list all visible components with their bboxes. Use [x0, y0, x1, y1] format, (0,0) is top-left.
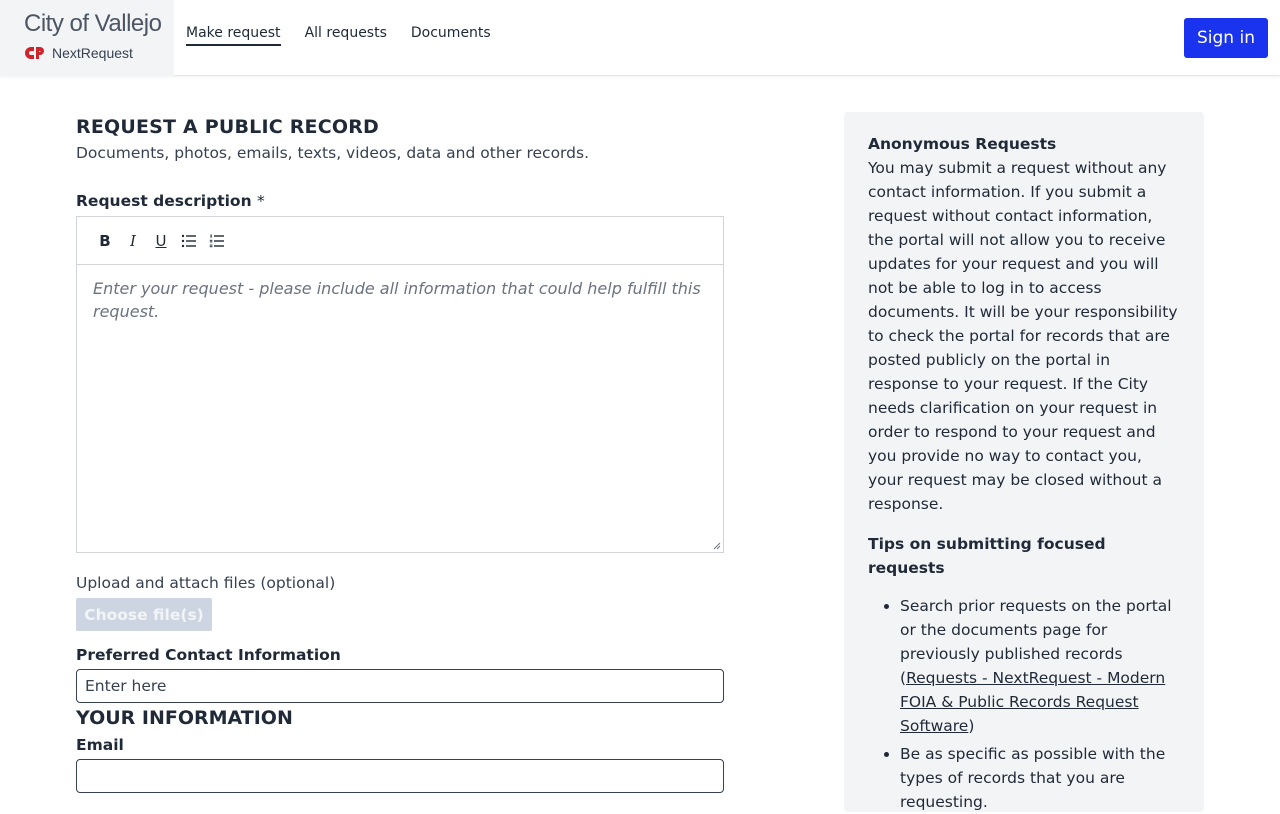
- numbered-list-icon: [209, 234, 225, 248]
- request-description-input[interactable]: Enter your request - please include all information that could help fulfill this request.: [93, 279, 701, 321]
- page-title: REQUEST A PUBLIC RECORD: [76, 116, 380, 138]
- preferred-contact-input[interactable]: [76, 669, 724, 703]
- underline-button[interactable]: U: [155, 231, 167, 250]
- editor-toolbar: [77, 217, 723, 265]
- bullet-list-icon: [181, 234, 197, 248]
- requests-link[interactable]: Requests - NextRequest - Modern FOIA & Public Records Request Software: [900, 669, 1166, 735]
- anonymous-requests-text: You may submit a request without any contact information. If you submit a request without contact information, the portal will not allow you to receive updates for your request and you will not be able to log in to access documents. It will be your responsibility to check the portal for records that are posted publicly on the portal in response to your request. If the City needs clarification on your request in order to respond to your request and you provide no way to contact you, your request may be closed without a response.: [868, 159, 1178, 513]
- email-input[interactable]: [76, 759, 724, 793]
- choose-files-button[interactable]: Choose file(s): [76, 598, 212, 631]
- your-information-heading: YOUR INFORMATION: [76, 707, 293, 729]
- nav-all-requests[interactable]: All requests: [304, 25, 387, 41]
- preferred-contact-label: Preferred Contact Information: [76, 646, 341, 664]
- list-item: • Search prior requests on the portal or the documents page for previously published records (Requests - NextRequest - Modern FOIA & Public Records Request Software): [900, 594, 1180, 738]
- nav-make-request[interactable]: Make request: [186, 25, 281, 46]
- list-item: [900, 742, 1180, 814]
- bold-button[interactable]: B: [99, 231, 111, 250]
- nav-documents[interactable]: Documents: [410, 25, 491, 41]
- request-form: [76, 112, 724, 754]
- brand-block[interactable]: [0, 0, 174, 76]
- product-name: NextRequest: [52, 45, 133, 61]
- email-label: Email: [76, 736, 124, 754]
- bullet-list-button[interactable]: [175, 229, 203, 253]
- italic-button[interactable]: I: [130, 231, 136, 250]
- request-description-label-text: Request description: [76, 192, 252, 210]
- top-header: [0, 0, 1280, 76]
- upload-label: Upload and attach files (optional): [76, 574, 336, 592]
- tip-text: Search prior requests on the portal or the documents page for previously published records: [900, 597, 1172, 663]
- nextrequest-brand: [26, 45, 133, 61]
- anonymous-requests-title: Anonymous Requests: [868, 135, 1057, 153]
- help-sidebar: [844, 112, 1204, 812]
- tips-list: [868, 594, 1180, 814]
- numbered-list-button[interactable]: [203, 229, 231, 253]
- request-description-editor: [76, 216, 724, 553]
- nextrequest-logo-icon: [26, 46, 46, 60]
- sign-in-button[interactable]: Sign in: [1184, 18, 1268, 58]
- required-mark: *: [257, 192, 265, 210]
- request-description-label: [76, 192, 265, 210]
- page-subtitle: Documents, photos, emails, texts, videos, data and other records.: [76, 144, 589, 162]
- main-nav: [186, 25, 515, 46]
- resize-handle-icon[interactable]: [713, 542, 721, 550]
- tip-text: Be as specific as possible with the types of records that you are requesting.: [900, 745, 1166, 811]
- city-name: City of Vallejo: [24, 10, 162, 37]
- tips-title: Tips on submitting focused requests: [868, 535, 1106, 577]
